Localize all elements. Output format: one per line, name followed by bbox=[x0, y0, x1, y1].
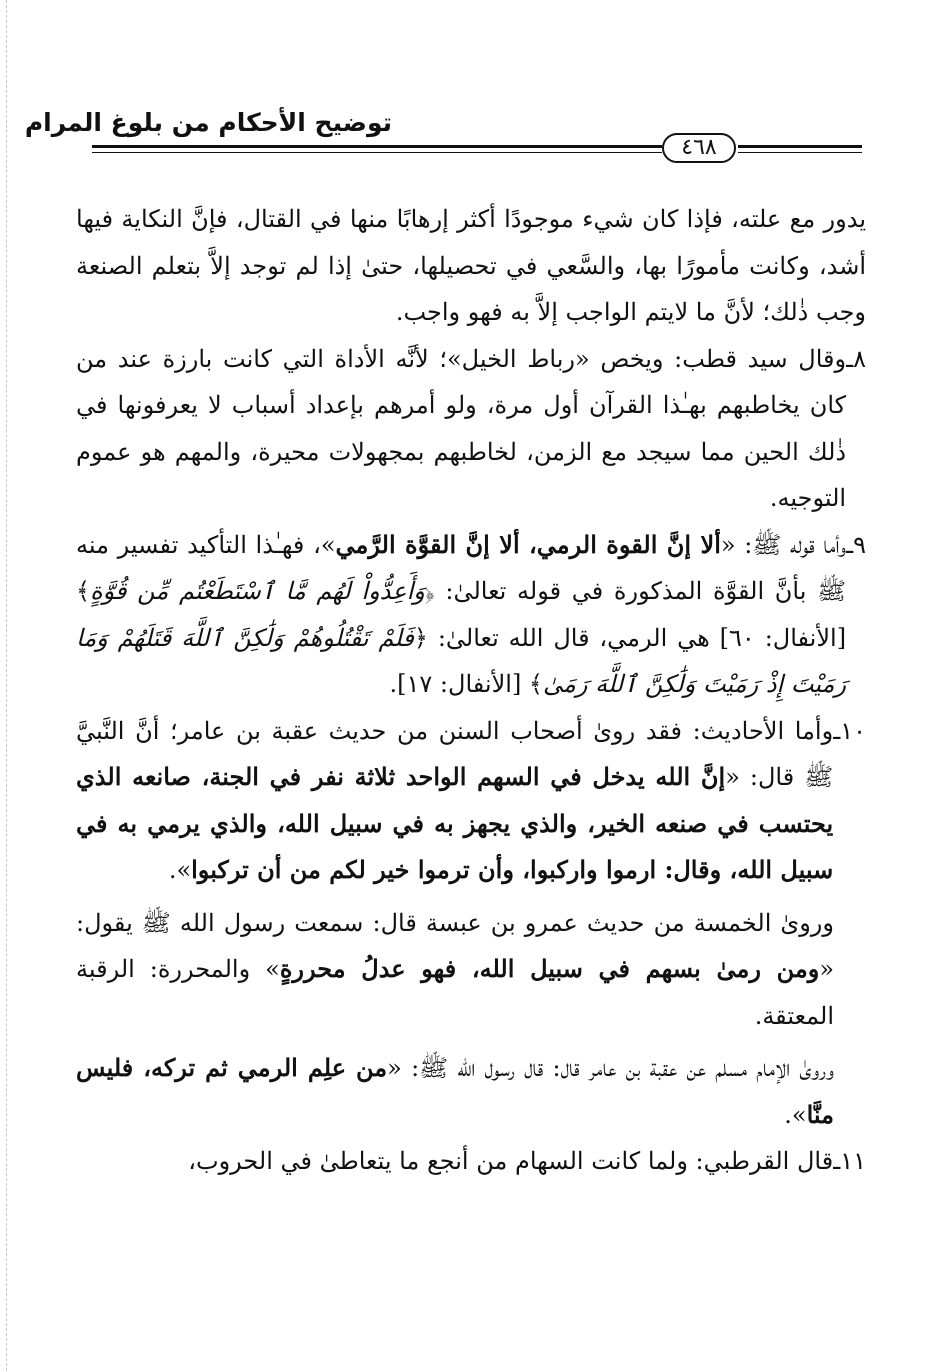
hadith-quote: ألا إنَّ القوة الرمي، ألا إنَّ القوَّة الرَّمي bbox=[335, 529, 721, 559]
page-body bbox=[76, 196, 866, 1185]
numbered-item-10 bbox=[76, 708, 866, 894]
item-number: ١٠ـ bbox=[833, 716, 866, 745]
hadith-quote: من علِم الرمي ثم تركه، فليس منَّا bbox=[76, 1053, 834, 1129]
header-rule-right bbox=[738, 145, 862, 153]
item-number: ١١ـ bbox=[833, 1147, 866, 1175]
page-number: ٤٦٨ bbox=[662, 133, 736, 163]
item-text: قال القرطبي: ولما كانت السهام من أنجع ما يتعاطىٰ في الحروب، bbox=[188, 1147, 834, 1175]
hadith-quote: إنَّ الله يدخل في السهم الواحد ثلاثة نفر في الجنة، صانعه الذي يحتسب في صنعه الخير، والذي يجهز به في سبيل الله، والذي يرمي به في سبيل الله، وقال: ارموا واركبوا، وأن ترموا خير لكم من أن تركبوا bbox=[76, 762, 834, 884]
quran-verse: وَأَعِدُّواْ لَهُم مَّا ٱسْتَطَعْتُم مِّن قُوَّةٍ bbox=[90, 577, 425, 605]
item-number: ٨ـ bbox=[846, 344, 866, 373]
numbered-item-11 bbox=[76, 1138, 866, 1185]
hadith-quote: ومن رمىٰ بسهم في سبيل الله، فهو عدلُ محررةٍ bbox=[279, 954, 820, 983]
item-number: ٩ـ bbox=[846, 530, 866, 559]
quran-verse: فَلَمْ تَقْتُلُوهُمْ وَلَٰكِنَّ ٱللَّهَ قَتَلَهُمْ وَمَا رَمَيْتَ إِذْ رَمَيْتَ وَلَٰكِنَّ ٱللَّهَ رَمَىٰ bbox=[76, 623, 847, 698]
numbered-item-9 bbox=[76, 522, 866, 708]
running-header-title: توضيح الأحكام من بلوغ المرام bbox=[24, 108, 392, 137]
paragraph-intro: يدور مع علته، فإذا كان شيء موجودًا أكثر إرهابًا منها في القتال، فإنَّ النكاية فيها أشد، وكانت مأمورًا بها، والسَّعي في تحصيلها، حتىٰ إذا لم توجد إلاَّ بتعلم الصنعة وجب ذٰلك؛ لأنَّ ما لايتم الواجب إلاَّ به فهو واجب. bbox=[76, 205, 866, 326]
item-text: وقال سيد قطب: ويخص «رباط الخيل»؛ لأنَّه الأداة التي كانت بارزة عند من كان يخاطبهم بهـٰذا القرآن أول مرة، ولو أمرهم بإعداد أسباب لا يعرفونها في ذٰلك الحين مما سيجد مع الزمن، لخاطبهم بمجهولات محيرة، والمهم هو عموم التوجيه. bbox=[76, 344, 847, 512]
numbered-item-8 bbox=[76, 336, 866, 522]
item-text: وأما الأحاديث: فقد روىٰ أصحاب السنن من حديث عقبة بن عامر؛ أنَّ النَّبيَّ ﷺ قال: «إنَّ الله يدخل في السهم الواحد ثلاثة نفر في الجنة، صانعه الذي يحتسب في صنعه الخير، والذي يجهز به في سبيل الله، والذي يرمي به في سبيل الله، وقال: ارموا واركبوا، وأن ترموا خير لكم من أن تركبوا». bbox=[76, 716, 834, 884]
paragraph-khamsa: وروىٰ الخمسة من حديث عمرو بن عبسة قال: سمعت رسول الله ﷺ يقول: «ومن رمىٰ بسهم في سبيل الله، فهو عدلُ محررةٍ» والمحررة: الرقبة المعتقة. bbox=[76, 908, 834, 1030]
item-text: وأما قوله ﷺ: «ألا إنَّ القوة الرمي، ألا إنَّ القوَّة الرَّمي»، فهـٰذا التأكيد تفسير منه ﷺ بأنَّ القوَّة المذكورة في قوله تعالىٰ: ﴿وَأَعِدُّواْ لَهُم مَّا ٱسْتَطَعْتُم مِّن قُوَّةٍ﴾ [الأنفال: ٦٠] هي الرمي، قال الله تعالىٰ: ﴿فَلَمْ تَقْتُلُوهُمْ وَلَٰكِنَّ ٱللَّهَ قَتَلَهُمْ وَمَا رَمَيْتَ إِذْ رَمَيْتَ وَلَٰكِنَّ ٱللَّهَ رَمَىٰ﴾ [الأنفال: ١٧]. bbox=[76, 529, 847, 698]
paragraph-muslim: وروىٰ الإمام مسلم عن عقبة بن عامر قال: قال رسول الله ﷺ: «من علِم الرمي ثم تركه، فليس منَّا». bbox=[76, 1053, 834, 1129]
header-rule-left bbox=[92, 145, 662, 153]
page-margin-line bbox=[6, 0, 7, 1371]
